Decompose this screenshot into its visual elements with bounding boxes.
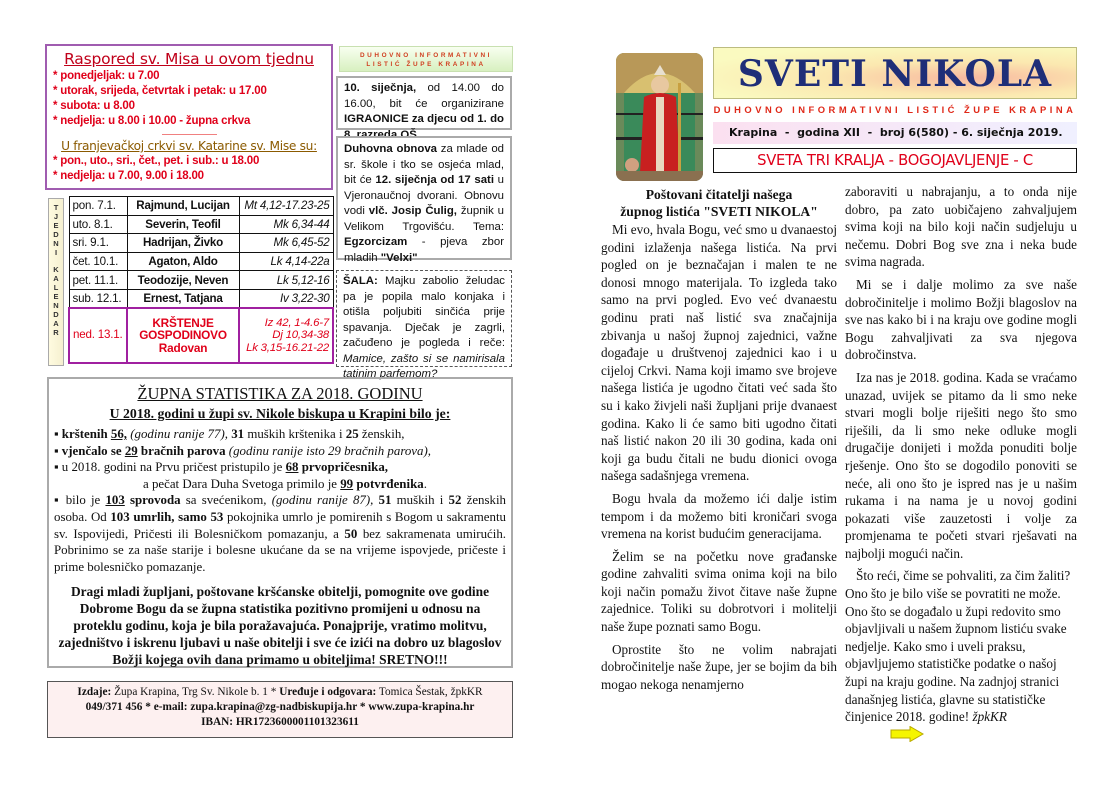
calendar-row xyxy=(69,271,333,290)
calendar-row xyxy=(69,252,333,271)
saint-name: Agaton, Aldo xyxy=(148,255,218,269)
stat-value: 68 xyxy=(285,460,299,475)
stat-text: bilo je xyxy=(65,493,106,508)
bullet: ▪ xyxy=(54,427,62,441)
saint-name: KRŠTENJE xyxy=(152,315,214,330)
statistics-subtitle: U 2018. godini u župi sv. Nikole biskupa u Krapini bilo je: xyxy=(109,406,451,421)
footer-iban: IBAN: HR1723600001101323611 xyxy=(201,716,359,728)
letter-column-1 xyxy=(601,186,837,693)
saint-name: GOSPODINOVO xyxy=(139,328,227,343)
bulletin-badge xyxy=(339,46,513,72)
mass-line: * utorak, srijeda, četvrtak i petak: u 17.00 xyxy=(53,85,267,97)
issue-info: Krapina - godina XII - broj 6(580) - 6. siječnja 2019. xyxy=(713,122,1077,144)
calendar-row xyxy=(69,289,333,308)
stat-label: krštenih xyxy=(61,427,111,441)
reading-ref: Lk 4,14-22a xyxy=(270,255,330,269)
stat-label: prvopričesnika, xyxy=(298,460,388,475)
calendar-reading xyxy=(239,197,333,216)
stat-value: 50 xyxy=(344,526,358,541)
calendar-day: pon. 7.1. xyxy=(69,197,127,216)
calendar-reading xyxy=(239,215,333,234)
notice-text: župnik u Velikom Trgovišću. Tema: xyxy=(344,205,505,233)
stat-text: ženskih, xyxy=(358,427,405,441)
footer-line xyxy=(48,685,512,700)
footer-text: Župa Krapina, Trg Sv. Nikole b. 1 * xyxy=(111,686,280,698)
notice-bold: 12. siječnja od 17 sati xyxy=(375,174,494,186)
bullet: ▪ xyxy=(54,460,62,475)
calendar-label-letter: D xyxy=(53,309,59,319)
calendar-saints xyxy=(127,197,239,216)
saint-name: Severin, Teofil xyxy=(145,217,221,231)
stat-value: 25 xyxy=(345,427,359,441)
letter-column-2 xyxy=(845,183,1077,746)
reading-ref: Dj 10,34-38 xyxy=(272,329,329,342)
saint-name: Radovan xyxy=(158,340,208,355)
calendar-saints xyxy=(127,215,239,234)
calendar-label-letter: A xyxy=(53,274,59,284)
stat-label: potvrđenika xyxy=(353,476,424,491)
calendar-label-letter: E xyxy=(53,220,59,230)
stat-value: 103 umrlih, samo 53 xyxy=(110,509,224,524)
calendar-saints xyxy=(127,271,239,290)
footer-contact[interactable]: 049/371 456 * e-mail: zupa.krapina@zg-nadbiskupija.hr * www.zupa-krapina.hr xyxy=(85,701,475,713)
feast-title: SVETA TRI KRALJA - BOGOJAVLJENJE - C xyxy=(713,148,1077,173)
statistics-appeal: Dragi mladi župljani, poštovane kršćanske obitelji, pomognite ove godine Dobrome Bogu da se župna statistika pozitivno promijeni u odnosu na proteklu godinu, koja je bila poražavajuća. Ponajprije, vratimo molitvu, zajedništvo i iskrenu ljubavi u naše obitelji i sve će izići na dobro uz blagoslov Božji kojega ovih dana primamo u obiteljima! SRETNO!!! xyxy=(58,584,502,668)
stat-text: u 2018. godini na Prvu pričest pristupilo je xyxy=(61,460,286,475)
notice-text: u Vjeronaučnoj dvorani. Obnovu vodi xyxy=(344,174,504,217)
letter-paragraph: Mi se i dalje molimo za sve naše dobročinitelje i molimo Božji blagoslov na sve nas kako bi i na kraju ove godine mogli Bogu zahvaljivati za sva njegova dobročinstva. xyxy=(845,276,1077,363)
calendar-day: sri. 9.1. xyxy=(69,234,127,253)
calendar-row xyxy=(69,215,333,234)
reading-ref: Mt 4,12-17.23-25 xyxy=(244,199,330,213)
mass-line: * ponedjeljak: u 7.00 xyxy=(53,70,160,82)
stat-text: bez sakramenata umirućih. Pobrinimo se za naše starije i bolesne ukućane da se na vrijeme ispovjede, pričeste i prime bolesničko pomazanje. xyxy=(54,526,507,574)
badge-line: LISTIĆ ŽUPE KRAPINA xyxy=(366,61,486,68)
bullet: ▪ xyxy=(54,493,66,508)
masthead xyxy=(713,47,1077,99)
stat-text: . xyxy=(423,476,427,491)
letter-paragraph: Iza nas je 2018. godina. Kada se vraćamo unazad, uvijek se pitamo da li smo neke stvari mogli bolje riješiti nego što smo riješili, da li smo neke odluke mogli drugačije donijeti i možda ponuditi bolje rješenje. Ono što se dogodilo ponoviti se neće, ali ono što je ispred nas je u našim rukama i na nama je u novoj godini pokazati više zauzetosti i volje za promjenama te početi stvari rješavati na najbolji mogući način. xyxy=(845,369,1077,561)
stat-baptisms xyxy=(54,426,506,443)
letter-text: Što reći, čime se pohvaliti, za čim žaliti? Ono što je bilo više se povratiti ne može. Ono što se događalo u župi redovito smo objavljivali u našem župnom listiću svake nedjelje. Kako smo i uveli praksu, objavljujemo statističke podatke o našoj župi na kraju godine. Na zadnjoj stranici današnjeg listića, glavne su statističke činjenice 2018. godine! xyxy=(845,568,1071,725)
mass-line: * subota: u 8.00 xyxy=(53,100,135,112)
saint-name: Teodozije, Neven xyxy=(137,273,229,287)
stat-previous: (godinu ranije 77), xyxy=(127,427,228,441)
saint-name: Rajmund, Lucijan xyxy=(136,199,230,213)
calendar-day: ned. 13.1. xyxy=(69,308,127,363)
stat-label: sprovoda xyxy=(124,493,181,508)
playroom-notice xyxy=(336,76,512,141)
calendar-label-letter: T xyxy=(53,203,59,212)
calendar-reading xyxy=(239,289,333,308)
joke-quote: Mamice, zašto si se namirisala tatinim parfemom? xyxy=(343,352,505,380)
stat-text: muških i xyxy=(391,493,449,508)
letter-title-line: Poštovani čitatelji našega xyxy=(645,187,793,202)
notice-text: za mlade od sr. škole i tko se osjeća mlad, bit će xyxy=(344,143,504,186)
letter-paragraph: Želim se na početku nove građanske godine zahvaliti svima onima koji na bilo koji način pomažu život čitave naše župne zajednice. Toliki su dobrotvori i molitelji naše župe poznati samo Bogu. xyxy=(601,548,837,635)
calendar-reading xyxy=(239,234,333,253)
stat-text: ženskih osoba. Od xyxy=(54,493,506,524)
reading-ref: Mk 6,34-44 xyxy=(273,217,330,231)
stat-value: 31 xyxy=(231,427,245,441)
reading-ref: Mk 6,45-52 xyxy=(273,236,330,250)
stat-communion xyxy=(54,459,506,492)
divider xyxy=(162,134,217,135)
bullet: ▪ xyxy=(54,443,62,458)
notice-event: IGRAONICE za djecu od 1. do 8. razreda OŠ xyxy=(344,113,504,141)
statistics-box xyxy=(47,377,513,668)
calendar-day: čet. 10.1. xyxy=(69,252,127,271)
saint-name: Ernest, Tatjana xyxy=(143,292,223,306)
calendar-reading xyxy=(239,252,333,271)
notice-bold: "Velxi" xyxy=(380,251,418,264)
mass-schedule-title: Raspored sv. Misa u ovom tjednu xyxy=(64,50,314,68)
letter-paragraph: Bogu hvala da možemo ići dalje istim tempom i da možemo biti kroničari svoga vremena na korist budućim generacijama. xyxy=(601,490,837,542)
stat-text: muških krštenika i xyxy=(244,427,346,441)
retreat-notice xyxy=(336,136,512,264)
calendar-day: pet. 11.1. xyxy=(69,271,127,290)
letter-title-line: župnog listića "SVETI NIKOLA" xyxy=(620,204,818,219)
masthead-title: SVETI NIKOLA xyxy=(737,53,1053,95)
calendar-saints xyxy=(127,308,239,363)
calendar-label-letter: L xyxy=(53,283,59,293)
stat-value: 56, xyxy=(110,427,127,441)
letter-paragraph: Mi evo, hvala Bogu, već smo u dvanaestoj godini izlaženja našega listića. Na prvi pogled on je beznačajan i malen te ne donosi mnogo materijala. To izgleda tako samo na prvi pogled. Evo već dvanaestu godinu prati naš listić sva značajnija zbivanja u našoj župnoj zajednici, važne događaje u društvenoj zajednici kao i u cijeloj Crkvi. Nama koji imamo sve brojeve našega listića je ugodno čitati već sada što su i kako živjeli naši župljani prije dvanaest godina. Kako li će samo biti ugodno čitati naš listić nakon 20 ili 30 godina, kada oni koji ga budu čitali ne budu dionici ovoga našega sadašnjega vremena. xyxy=(601,222,837,484)
calendar-label-letter: K xyxy=(53,265,59,275)
calendar-label-letter: E xyxy=(53,292,59,302)
reading-ref: Iv 3,22-30 xyxy=(279,292,330,306)
franciscan-mass-line: * pon., uto., sri., čet., pet. i sub.: u 18.00 xyxy=(53,155,260,167)
stat-text: sa svećenikom, xyxy=(180,493,272,508)
footer-label: Izdaje: xyxy=(77,686,112,698)
badge-line: DUHOVNO INFORMATIVNI xyxy=(359,52,493,59)
stat-funerals xyxy=(54,492,506,575)
notice-date: 10. siječnja, xyxy=(344,82,417,94)
letter-title xyxy=(601,186,837,220)
footer-label: Uređuje i odgovara: xyxy=(279,686,377,698)
stat-value: 52 xyxy=(448,493,462,508)
calendar-label-letter: A xyxy=(53,318,59,328)
stat-marriages xyxy=(54,443,506,460)
stat-confirmation xyxy=(54,476,506,493)
calendar-reading xyxy=(239,271,333,290)
calendar-label-letter: R xyxy=(53,327,59,337)
letter-paragraph: Oprostite što ne volim nabrajati dobročinitelje naše župe, jer se bojim da bih mogao nekoga nenamjerno xyxy=(601,641,837,692)
calendar-label-letter: D xyxy=(53,229,59,239)
calendar-day: uto. 8.1. xyxy=(69,215,127,234)
stat-previous: (godinu ranije 87), xyxy=(271,493,374,508)
calendar-row xyxy=(69,308,333,363)
saint-nicholas-icon xyxy=(616,53,703,181)
calendar-row xyxy=(69,197,333,216)
notice-text: . xyxy=(416,128,420,141)
reading-ref: Lk 3,15-16.21-22 xyxy=(246,341,329,354)
notice-text: od 14.00 do 16.00, bit će organizirane xyxy=(344,82,504,110)
notice-text: - pjeva zbor mladih xyxy=(344,236,504,264)
stained-glass-saint-nicholas-image xyxy=(616,53,703,181)
stat-value: 51 xyxy=(378,493,392,508)
saint-name: Hadrijan, Živko xyxy=(142,236,224,250)
joke-text: Majku zabolio želudac pa je popila malo konjaka i otišla poljubiti sinčića prije spavanja. Dječak je zagrli, začuđeno je pogleda i reče: xyxy=(343,275,505,349)
notice-bold: Duhovna obnova xyxy=(344,143,437,155)
calendar-saints xyxy=(127,234,239,253)
weekly-calendar-table xyxy=(68,196,334,364)
calendar-label-letter: N xyxy=(53,238,59,248)
calendar-label-letter: N xyxy=(53,300,59,310)
statistics-title: ŽUPNA STATISTIKA ZA 2018. GODINU xyxy=(137,384,423,403)
franciscan-mass-line: * nedjelja: u 7.00, 9.00 i 18.00 xyxy=(53,170,204,182)
calendar-row xyxy=(69,234,333,253)
joke-box xyxy=(336,270,512,380)
stat-label: bračnih parova xyxy=(137,443,226,458)
footer-text: Tomica Šestak, žpkKR xyxy=(376,686,483,698)
stat-text: a pečat Dara Duha Svetoga primilo je xyxy=(143,476,341,491)
weekly-calendar-label xyxy=(48,198,64,366)
franciscan-mass-title: U franjevačkoj crkvi sv. Katarine sv. Mise su: xyxy=(61,139,317,153)
calendar-day: sub. 12.1. xyxy=(69,289,127,308)
notice-bold: vlč. Josip Čulig, xyxy=(368,205,457,217)
stat-value: 29 xyxy=(124,443,138,458)
masthead-subtitle: DUHOVNO INFORMATIVNI LISTIĆ ŽUPE KRAPINA xyxy=(713,104,1077,115)
mass-schedule-box xyxy=(45,44,333,190)
stat-previous: (godinu ranije isto 29 bračnih parova), xyxy=(225,443,431,458)
stat-label: vjenčalo se xyxy=(61,443,125,458)
letter-paragraph-continued: zaboraviti u nabrajanju, a to onda nije dobro, pa zato uobičajeno zahvaljujem svima koji na bilo koji način sudjeluju u nečemu. Dobri Bog sve zna i neka bude svima nagrada. xyxy=(845,184,1077,270)
letter-paragraph-last xyxy=(845,567,1077,746)
reading-ref: Lk 5,12-16 xyxy=(276,273,330,287)
calendar-saints xyxy=(127,252,239,271)
stat-value: 99 xyxy=(340,476,354,491)
arrow-right-icon xyxy=(879,726,924,747)
joke-label: ŠALA: xyxy=(343,275,378,287)
letter-signature: žpkKR xyxy=(972,709,1007,725)
stat-text: pokojnika umrlo je pomirenih s Bogom u sakramentu sv. Ispovijedi, Pričesti ili Bolesničkom pomazanju, a xyxy=(54,509,506,541)
reading-ref: Iz 42, 1-4.6-7 xyxy=(264,316,329,329)
notice-bold: Egzorcizam xyxy=(344,236,408,248)
stat-value: 103 xyxy=(105,493,125,508)
calendar-saints xyxy=(127,289,239,308)
mass-line: * nedjelja: u 8.00 i 10.00 - župna crkva xyxy=(53,115,251,127)
calendar-reading xyxy=(239,308,333,363)
calendar-label-letter: I xyxy=(54,247,58,257)
publisher-footer xyxy=(47,681,513,738)
calendar-label-letter: J xyxy=(53,211,59,221)
